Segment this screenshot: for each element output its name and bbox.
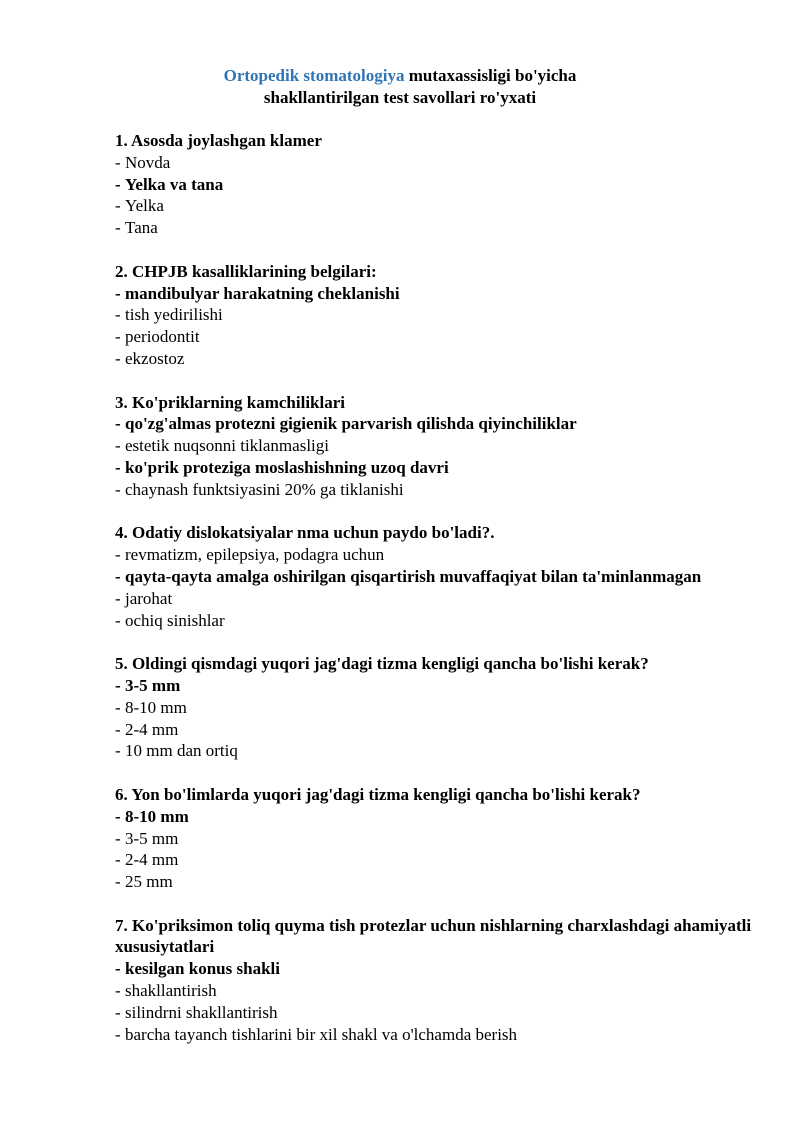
option-dash: -	[115, 828, 121, 848]
option-text: estetik nuqsonni tiklanmasligi	[125, 436, 329, 456]
option-text: chaynash funktsiyasini 20% ga tiklanishi	[125, 479, 404, 499]
option-text: qo'zg'almas protezni gigienik parvarish qilishda qiyinchiliklar	[125, 414, 577, 434]
question-block	[115, 653, 755, 762]
question-title: 2. CHPJB kasalliklarining belgilari:	[115, 261, 377, 281]
answer-option	[115, 435, 755, 457]
answer-option	[115, 195, 755, 217]
answer-option	[115, 719, 755, 741]
answer-option	[115, 697, 755, 719]
option-dash: -	[115, 1024, 121, 1044]
answer-option-correct	[115, 413, 755, 435]
question-block	[115, 261, 755, 370]
option-text: kesilgan konus shakli	[125, 959, 280, 979]
answer-option	[115, 479, 755, 501]
option-dash: -	[115, 850, 121, 870]
answer-option	[115, 348, 755, 370]
option-dash: -	[115, 981, 121, 1001]
answer-option	[115, 326, 755, 348]
option-text: 3-5 mm	[125, 675, 181, 695]
option-dash: -	[115, 1002, 121, 1022]
option-text: Novda	[125, 152, 171, 172]
option-text: 8-10 mm	[125, 806, 189, 826]
answer-option	[115, 1024, 755, 1046]
option-dash: -	[115, 218, 121, 238]
answer-option	[115, 980, 755, 1002]
option-dash: -	[115, 479, 121, 499]
question-block	[115, 784, 755, 893]
page-title	[0, 65, 800, 109]
answer-option-correct	[115, 675, 755, 697]
option-text: tish yedirilishi	[125, 305, 223, 325]
answer-option	[115, 152, 755, 174]
option-text: mandibulyar harakatning cheklanishi	[125, 283, 400, 303]
option-dash: -	[115, 588, 121, 608]
option-dash: -	[115, 305, 121, 325]
option-dash: -	[115, 152, 121, 172]
option-dash: -	[115, 566, 121, 586]
option-text: jarohat	[125, 588, 173, 608]
answer-option	[115, 849, 755, 871]
option-dash: -	[115, 327, 121, 347]
title-highlight: Ortopedik stomatologiya	[223, 66, 405, 85]
question-title: 7. Ko'priksimon toliq quyma tish protezlar uchun nishlarning charxlashdagi ahamiyatli xususiytatlari	[115, 915, 752, 957]
option-dash: -	[115, 610, 121, 630]
option-text: periodontit	[125, 327, 200, 347]
title-line-1-rest: mutaxassisligi bo'yicha	[404, 66, 577, 85]
option-text: silindrni shakllantirish	[125, 1002, 278, 1022]
option-text: revmatizm, epilepsiya, podagra uchun	[125, 545, 385, 565]
option-text: ekzostoz	[125, 348, 185, 368]
answer-option	[115, 217, 755, 239]
option-dash: -	[115, 719, 121, 739]
answer-option-correct	[115, 958, 755, 980]
question-title: 1. Asosda joylashgan klamer	[115, 131, 322, 150]
option-text: Tana	[125, 218, 158, 238]
option-dash: -	[115, 348, 121, 368]
answer-option	[115, 304, 755, 326]
title-line-2: shakllantirilgan test savollari ro'yxati	[263, 88, 537, 107]
option-text: shakllantirish	[125, 981, 217, 1001]
option-dash: -	[115, 741, 121, 761]
answer-option	[115, 871, 755, 893]
title-line-1	[0, 65, 800, 87]
option-dash: -	[115, 414, 121, 434]
answer-option	[115, 588, 755, 610]
answer-option	[115, 544, 755, 566]
option-dash: -	[115, 174, 121, 194]
question-title: 5. Oldingi qismdagi yuqori jag'dagi tizma kengligi qancha bo'lishi kerak?	[115, 654, 649, 674]
option-text: Yelka va tana	[125, 174, 224, 194]
question-block	[115, 130, 755, 239]
answer-option-correct	[115, 806, 755, 828]
answer-option	[115, 610, 755, 632]
question-title: 3. Ko'priklarning kamchiliklari	[115, 392, 346, 412]
answer-option-correct	[115, 457, 755, 479]
option-dash: -	[115, 436, 121, 456]
option-dash: -	[115, 196, 121, 216]
answer-option	[115, 828, 755, 850]
option-dash: -	[115, 959, 121, 979]
answer-option	[115, 1002, 755, 1024]
question-block	[115, 915, 755, 1046]
option-text: qayta-qayta amalga oshirilgan qisqartirish muvaffaqiyat bilan ta'minlanmagan	[125, 566, 702, 586]
option-text: barcha tayanch tishlarini bir xil shakl va o'lchamda berish	[125, 1024, 518, 1044]
option-text: Yelka	[125, 196, 164, 216]
answer-option-correct	[115, 566, 755, 588]
question-title: 4. Odatiy dislokatsiyalar nma uchun paydo bo'ladi?.	[115, 523, 495, 543]
option-text: 2-4 mm	[125, 850, 179, 870]
option-text: ko'prik proteziga moslashishning uzoq davri	[125, 457, 449, 477]
option-text: ochiq sinishlar	[125, 610, 225, 630]
option-dash: -	[115, 457, 121, 477]
option-text: 10 mm dan ortiq	[125, 741, 238, 761]
option-dash: -	[115, 675, 121, 695]
option-text: 3-5 mm	[125, 828, 179, 848]
question-block	[115, 522, 755, 631]
option-dash: -	[115, 545, 121, 565]
option-text: 2-4 mm	[125, 719, 179, 739]
option-dash: -	[115, 806, 121, 826]
answer-option-correct	[115, 283, 755, 305]
answer-option-correct	[115, 174, 755, 196]
question-list	[115, 130, 755, 1067]
option-text: 25 mm	[125, 872, 173, 892]
question-title: 6. Yon bo'limlarda yuqori jag'dagi tizma kengligi qancha bo'lishi kerak?	[115, 784, 641, 804]
option-text: 8-10 mm	[125, 697, 187, 717]
option-dash: -	[115, 872, 121, 892]
question-block	[115, 392, 755, 501]
option-dash: -	[115, 697, 121, 717]
option-dash: -	[115, 283, 121, 303]
answer-option	[115, 740, 755, 762]
